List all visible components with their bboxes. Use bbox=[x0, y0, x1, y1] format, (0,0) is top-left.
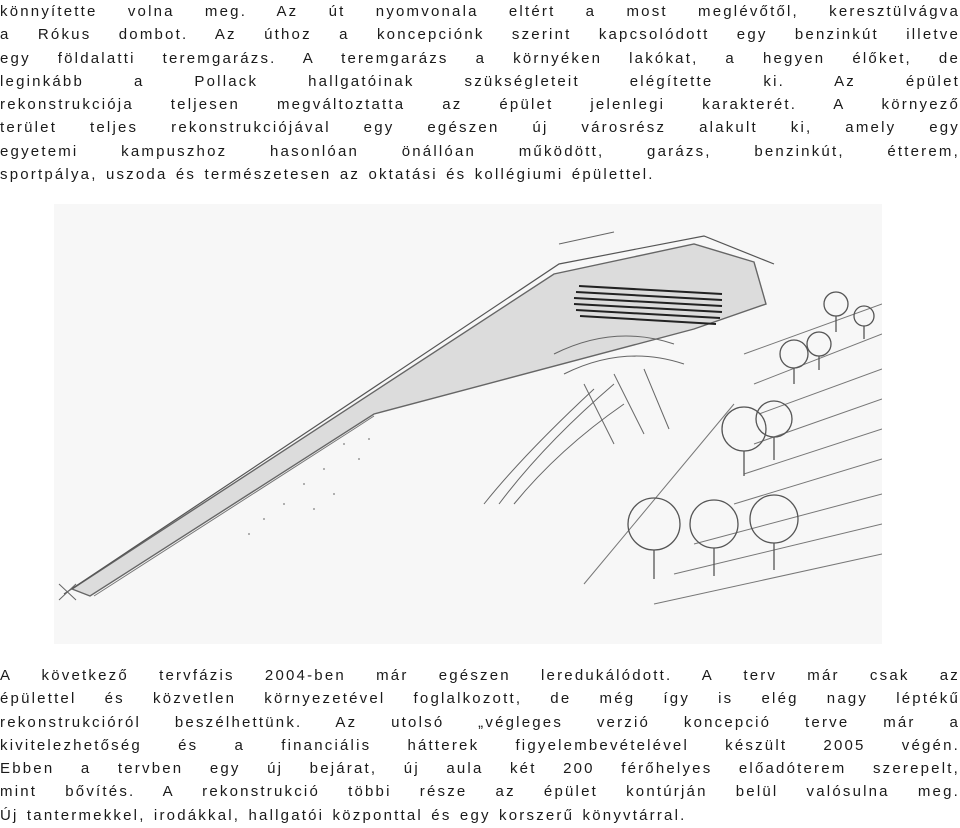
text-line: A következő tervfázis 2004-ben már egészen leredukálódott. A terv már csak az bbox=[0, 667, 960, 684]
paragraph-1 bbox=[0, 0, 960, 186]
sketch-paper bbox=[54, 204, 882, 644]
text-line: rekonstrukciója teljesen megváltoztatta az épület jelenlegi karakterét. A környező bbox=[0, 96, 960, 114]
text-line: egyetemi kampuszhoz hasonlóan önállóan működött, garázs, benzinkút, étterem, bbox=[0, 142, 960, 160]
pencil-sketch-figure bbox=[54, 204, 882, 644]
sketch-drawing bbox=[54, 204, 882, 644]
text-line: Új tantermekkel, irodákkal, hallgatói központtal és egy korszerű könyvtárral. bbox=[0, 806, 687, 824]
text-line: mint bővítés. A rekonstrukció többi része az épület kontúrján belül valósulna meg. bbox=[0, 783, 960, 801]
text-line: egy földalatti teremgarázs. A teremgarázs a környéken lakókat, a hegyen élőket, de bbox=[0, 49, 960, 67]
text-line: leginkább a Pollack hallgatóinak szükségleteit elégítette ki. Az épület bbox=[0, 72, 960, 90]
text-line: sportpálya, uszoda és természetesen az oktatási és kollégiumi épülettel. bbox=[0, 166, 655, 184]
text-line: terület teljes rekonstrukciójával egy egészen új városrész alakult ki, amely egy bbox=[0, 119, 960, 137]
text-line: épülettel és közvetlen környezetével foglalkozott, de még így is elég nagy léptékű bbox=[0, 690, 960, 708]
text-line: Ebben a tervben egy új bejárat, új aula két 200 férőhelyes előadóterem szerepelt, bbox=[0, 760, 960, 778]
text-line: könnyítette volna meg. Az út nyomvonala eltért a most meglévőtől, keresztülvágva bbox=[0, 3, 960, 20]
text-line: rekonstrukcióról beszélhettünk. Az utolsó „végleges verzió koncepció terve már a bbox=[0, 713, 960, 731]
text-line: kivitelezhetőség és a financiális hátterek figyelembevételével készült 2005 végén. bbox=[0, 736, 960, 754]
text-line: a Rókus dombot. Az úthoz a koncepciónk szerint kapcsolódott egy benzinkút illetve bbox=[0, 26, 960, 44]
paragraph-2 bbox=[0, 664, 960, 827]
